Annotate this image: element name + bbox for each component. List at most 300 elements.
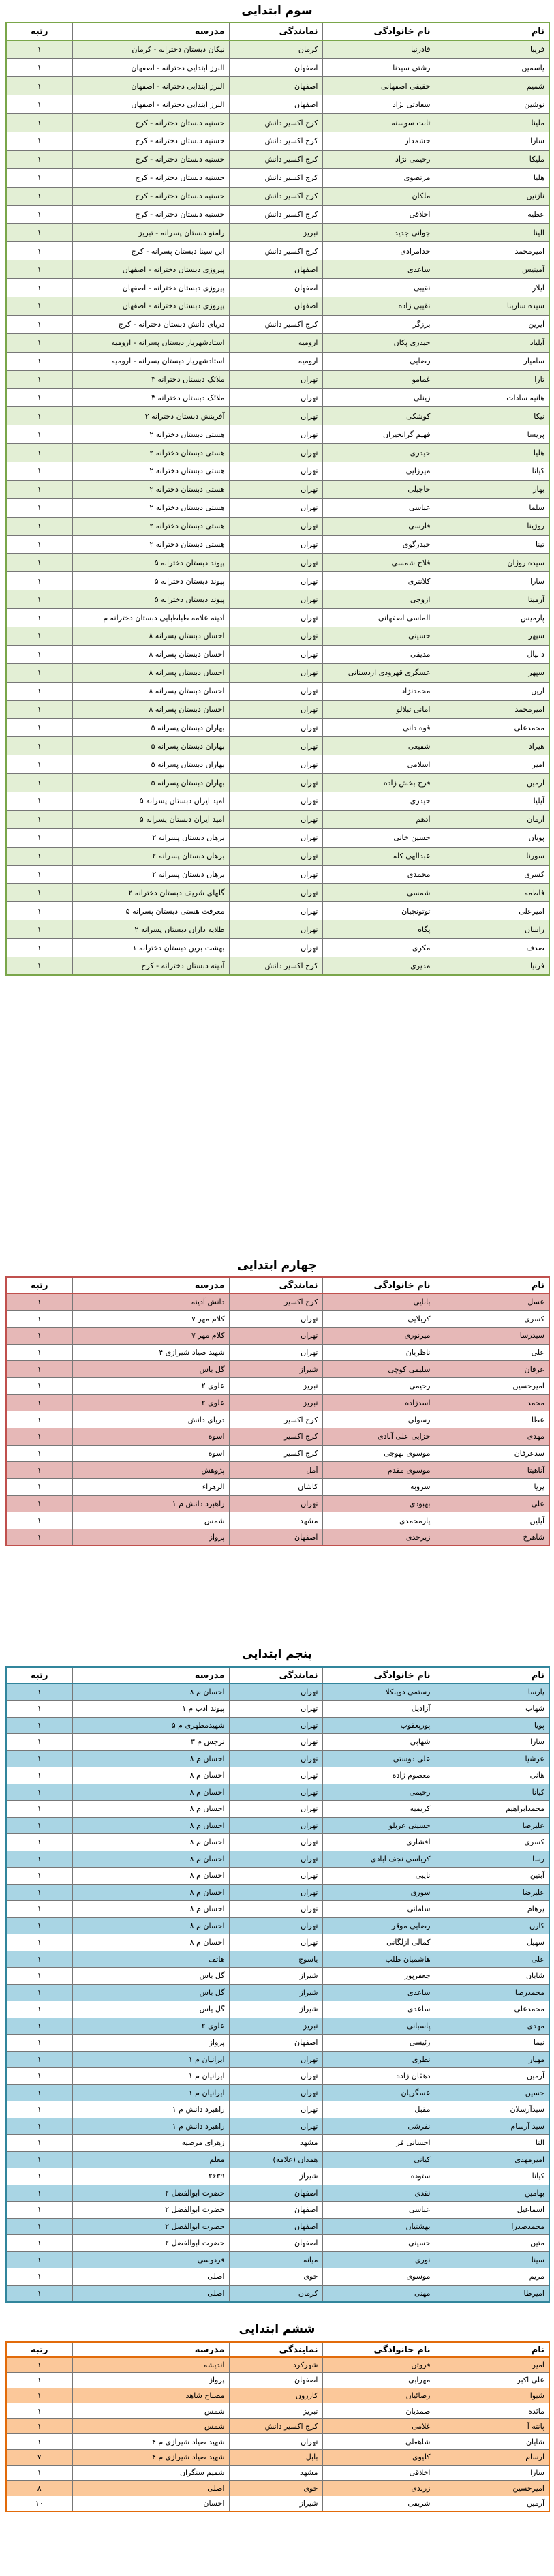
table-row [6,498,549,517]
cell-agency: کرج اکسیر دانش [229,205,322,224]
cell-name: سیدآرسلان [435,2101,549,2118]
cell-family: نفرشی [322,2118,435,2135]
cell-agency: اصفهان [229,2035,322,2052]
cell-agency: تهران [229,407,322,425]
cell-rank: ۱ [6,1701,72,1718]
cell-family: دهقان زاده [322,2068,435,2085]
cell-school: هاتف [72,1951,229,1968]
cell-rank: ۱ [6,168,72,187]
cell-family: موسوی نهوجی [322,1445,435,1462]
table-row [6,279,549,297]
table-row [6,2496,549,2511]
cell-name: محمدصدرا [435,2218,549,2235]
cell-name: سیده سارینا [435,297,549,315]
table-row [6,682,549,700]
cell-rank: ۱ [6,1784,72,1801]
cell-rank: ۱ [6,663,72,682]
cell-name: کسری [435,1311,549,1328]
table-row [6,1428,549,1446]
cell-school: اسوه [72,1445,229,1462]
table-row [6,939,549,957]
table-row [6,2235,549,2252]
table-row [6,2388,549,2403]
cell-school: علوی ۲ [72,2018,229,2035]
cell-school: راهبرد دانش م ۱ [72,2118,229,2135]
cell-name: سیدرسا [435,1327,549,1344]
cell-name: سارا [435,132,549,150]
cell-school: گل یاس [72,1984,229,2001]
cell-name: آرمین [435,774,549,792]
cell-rank: ۱ [6,242,72,260]
cell-name: محمدعلی [435,2001,549,2018]
cell-agency: شهرکرد [229,2357,322,2373]
cell-agency: تهران [229,2084,322,2101]
cell-agency: تهران [229,1784,322,1801]
cell-rank: ۱ [6,939,72,957]
cell-agency: تهران [229,1834,322,1851]
cell-rank: ۱ [6,1361,72,1378]
cell-name: شهاب [435,1701,549,1718]
cell-agency: تهران [229,2118,322,2135]
table-row [6,1344,549,1361]
cell-agency: تهران [229,1327,322,1344]
cell-school: علوی ۲ [72,1377,229,1394]
table-row [6,1683,549,1701]
cell-family: فهیم گرانخیزان [322,425,435,444]
cell-school: راهبرد دانش م ۱ [72,1495,229,1512]
cell-agency: تهران [229,389,322,407]
g3-table [5,22,550,976]
column-header-school: مدرسه [72,2342,229,2357]
cell-agency: اصفهان [229,2202,322,2219]
cell-family: نایبی [322,1868,435,1885]
cell-name: محمد [435,1394,549,1411]
cell-school: ۲۶۳۹ [72,2168,229,2185]
cell-agency: کازرون [229,2388,322,2403]
cell-rank: ۱ [6,224,72,242]
header-row [6,2342,549,2357]
table-row [6,535,549,554]
cell-school: پرواز [72,2035,229,2052]
cell-agency: یاسوج [229,1951,322,1968]
cell-name: آیلین [435,1512,549,1529]
table-row [6,352,549,370]
cell-rank: ۱ [6,1428,72,1446]
cell-name: هانیه سادات [435,389,549,407]
cell-school: هستی دبستان دخترانه ۲ [72,425,229,444]
table-row [6,627,549,646]
cell-family: رستمی دوینکلا [322,1683,435,1701]
cell-school: شمس [72,2418,229,2434]
cell-agency: همدان (علامه) [229,2151,322,2168]
cell-school: هستی دبستان دخترانه ۲ [72,462,229,480]
cell-family: نقیبی [322,279,435,297]
cell-family: ثابت سوسنه [322,114,435,132]
cell-family: عباسی [322,2202,435,2219]
cell-agency: اصفهان [229,2218,322,2235]
cell-rank: ۱ [6,774,72,792]
cell-family: ساعدی [322,2001,435,2018]
cell-rank: ۱ [6,425,72,444]
cell-school: معلم [72,2151,229,2168]
cell-family: فروتن [322,2357,435,2373]
table-row [6,1495,549,1512]
cell-school: بهاران دبستان پسرانه ۵ [72,774,229,792]
cell-name: پویان [435,828,549,847]
grade3-title: سوم ابتدایی [241,4,313,18]
cell-rank: ۱ [6,389,72,407]
cell-family: خزایی علی آبادی [322,1428,435,1446]
table-row [6,1884,549,1901]
cell-rank: ۱ [6,95,72,114]
cell-family: علی دوستی [322,1750,435,1767]
cell-name: امیرمحمد [435,700,549,719]
cell-family: مکری [322,939,435,957]
cell-family: کربلایی [322,1311,435,1328]
cell-name: هلیا [435,444,549,462]
cell-family: خدامرادی [322,242,435,260]
cell-name: محمدرضا [435,1984,549,2001]
table-row [6,572,549,590]
table-row [6,2481,549,2496]
cell-agency: کرمان [229,40,322,59]
table-row [6,224,549,242]
cell-family: پورپعقوب [322,1717,435,1734]
cell-family: رحیمی نژاد [322,150,435,168]
cell-agency: خوی [229,2481,322,2496]
cell-family: رشتی سیدنا [322,59,435,77]
cell-school: احسان م ۸ [72,1767,229,1784]
cell-family: رئیسی [322,2035,435,2052]
cell-agency: تبریز [229,224,322,242]
table-row [6,59,549,77]
table-row [6,2035,549,2052]
cell-school: ملائک دبستان دخترانه ۳ [72,370,229,389]
table-row [6,2465,549,2481]
cell-family: قادرنیا [322,40,435,59]
cell-family: جعفرپور [322,1968,435,1985]
cell-agency: تهران [229,1311,322,1328]
table-row [6,1311,549,1328]
cell-agency: تهران [229,1683,322,1701]
cell-rank: ۱ [6,279,72,297]
cell-rank: ۱ [6,1327,72,1344]
cell-agency: تهران [229,737,322,755]
table-row [6,242,549,260]
table-row [6,2450,549,2466]
table-row [6,884,549,902]
grade5-title: پنجم ابتدایی [241,1647,313,1661]
cell-rank: ۱ [6,1293,72,1311]
cell-school: احسان م ۸ [72,1851,229,1868]
cell-agency: تهران [229,517,322,535]
table-row [6,2068,549,2085]
cell-rank: ۱ [6,590,72,609]
table-row [6,1377,549,1394]
cell-family: احسانی فر [322,2135,435,2152]
cell-agency: اصفهان [229,279,322,297]
cell-rank: ۱ [6,444,72,462]
grade6-title: ششم ابتدایی [238,2322,316,2336]
cell-school: احسان م ۸ [72,1884,229,1901]
cell-family: ساعدی [322,260,435,279]
table-row [6,407,549,425]
cell-agency: ارومیه [229,333,322,352]
cell-rank: ۱ [6,1934,72,1951]
column-header-rank: رتبه [6,1277,72,1293]
cell-agency: تهران [229,774,322,792]
cell-family: ساعدی [322,1984,435,2001]
cell-agency: تهران [229,682,322,700]
cell-rank: ۱ [6,2068,72,2085]
cell-family: حیدری [322,792,435,811]
cell-agency: تهران [229,1495,322,1512]
cell-family: کلیوی [322,2450,435,2466]
cell-agency: کرمان [229,2285,322,2302]
cell-name: تینا [435,535,549,554]
cell-rank: ۱ [6,498,72,517]
cell-name: مهدی [435,2018,549,2035]
table-row [6,2168,549,2185]
table-row [6,774,549,792]
cell-family: میرزایی [322,462,435,480]
cell-school: گلهای شریف دبستان دخترانه ۲ [72,884,229,902]
cell-rank: ۸ [6,2481,72,2496]
cell-agency: تهران [229,2434,322,2450]
cell-agency: کرج اکسیر دانش [229,168,322,187]
cell-name: نازنین [435,187,549,205]
cell-family: کلانتری [322,572,435,590]
cell-family: نقدی [322,2185,435,2202]
cell-school: اندیشه [72,2357,229,2373]
cell-rank: ۱ [6,59,72,77]
grade4-section [0,1255,554,1542]
cell-rank: ۱ [6,1411,72,1428]
cell-name: عطا [435,1411,549,1428]
cell-name: دانیال [435,645,549,663]
cell-rank: ۱ [6,2388,72,2403]
cell-rank: ۱ [6,1834,72,1851]
cell-rank: ۱ [6,1683,72,1701]
cell-family: مدیقی [322,645,435,663]
cell-name: بهار [435,480,549,498]
grade3-section [0,0,554,971]
cell-name: آرمان [435,810,549,828]
cell-name: آیلیا [435,792,549,811]
cell-family: کریمیه [322,1801,435,1818]
cell-school: شهید صیاد شیرازی ۴ [72,1344,229,1361]
cell-rank: ۱ [6,737,72,755]
table-row [6,737,549,755]
cell-family: غلامی [322,2418,435,2434]
cell-school: احسان م ۸ [72,1750,229,1767]
cell-school: پیوند دبستان دخترانه ۵ [72,554,229,572]
table-row [6,2202,549,2219]
cell-family: رحیمی [322,1784,435,1801]
cell-school: البرز ابتدایی دخترانه - اصفهان [72,77,229,95]
cell-rank: ۱ [6,2235,72,2252]
grade6-section [0,2318,554,2508]
table-row [6,315,549,333]
cell-school: احسان دبستان پسرانه ۸ [72,663,229,682]
cell-name: شیوا [435,2388,549,2403]
cell-school: کلام مهر ۷ [72,1327,229,1344]
cell-name: فریبا [435,40,549,59]
cell-family: یارمحمدی [322,1512,435,1529]
cell-agency: تهران [229,920,322,939]
cell-agency: تهران [229,2051,322,2068]
cell-school: بهشت برین دبستان دخترانه ۱ [72,939,229,957]
cell-school: پرواز [72,2373,229,2388]
cell-school: ابن سینا دبستان پسرانه - کرج [72,242,229,260]
cell-name: هیراد [435,737,549,755]
cell-family: ادهم [322,810,435,828]
cell-rank: ۱ [6,865,72,884]
cell-name: علیرضا [435,1884,549,1901]
table-row [6,2285,549,2302]
cell-rank: ۱ [6,535,72,554]
cell-agency: تبریز [229,2018,322,2035]
table-row [6,132,549,150]
cell-name: کسری [435,865,549,884]
cell-school: شهیدمطهری م ۵ [72,1717,229,1734]
cell-rank: ۱ [6,2357,72,2373]
cell-name: التا [435,2135,549,2152]
cell-name: الینا [435,224,549,242]
cell-family: رحیمی [322,1377,435,1394]
cell-family: هاشمیان طلب [322,1951,435,1968]
cell-rank: ۱ [6,902,72,920]
cell-name: امیرمحمد [435,242,549,260]
cell-name: مهیار [435,2051,549,2068]
cell-agency: شیراز [229,2168,322,2185]
table-row [6,150,549,168]
cell-name: سارا [435,2465,549,2481]
table-row [6,1834,549,1851]
cell-school: راهبرد دانش م ۱ [72,2101,229,2118]
cell-school: شمیم سنگران [72,2465,229,2481]
cell-agency: تهران [229,498,322,517]
cell-school: هستی دبستان دخترانه ۲ [72,535,229,554]
column-header-name: نام [435,1667,549,1683]
cell-agency: اصفهان [229,2185,322,2202]
cell-agency: تهران [229,828,322,847]
cell-name: سارا [435,1734,549,1751]
cell-name: آیلیاد [435,333,549,352]
cell-school: ملائک دبستان دخترانه ۳ [72,389,229,407]
cell-name: سهیل [435,1934,549,1951]
cell-rank: ۱ [6,1817,72,1834]
cell-agency: مشهد [229,2465,322,2481]
cell-rank: ۱ [6,884,72,902]
cell-name: یاسمین [435,59,549,77]
cell-family: حیدری [322,444,435,462]
cell-rank: ۱ [6,1479,72,1496]
cell-school: ایرانیان م ۱ [72,2068,229,2085]
table-row [6,755,549,774]
cell-rank: ۱ [6,77,72,95]
cell-name: فاطمه [435,884,549,902]
cell-family: فارسی [322,517,435,535]
cell-agency: کرج اکسیر دانش [229,957,322,976]
table-row [6,1327,549,1344]
cell-name: سپهر [435,663,549,682]
cell-rank: ۱ [6,1767,72,1784]
cell-school: ایرانیان م ۱ [72,2084,229,2101]
cell-family: شهابی [322,1734,435,1751]
cell-name: علی [435,1344,549,1361]
cell-rank: ۱ [6,1529,72,1546]
cell-rank: ۱ [6,297,72,315]
g4-table [5,1276,550,1546]
cell-school: مصباح شاهد [72,2388,229,2403]
cell-school: گل یاس [72,1361,229,1378]
cell-rank: ۱ [6,920,72,939]
cell-agency: تهران [229,609,322,627]
cell-school: آدینه علامه طباطبایی دبستان دخترانه م [72,609,229,627]
cell-rank: ۱ [6,1717,72,1734]
table-row [6,2403,549,2419]
column-header-family: نام خانوادگی [322,2342,435,2357]
cell-family: رسولی [322,1411,435,1428]
cell-agency: اصفهان [229,260,322,279]
table-row [6,2434,549,2450]
cell-agency: تهران [229,572,322,590]
cell-rank: ۱ [6,2051,72,2068]
cell-agency: تهران [229,810,322,828]
column-header-name: نام [435,23,549,40]
cell-rank: ۱ [6,1968,72,1985]
table-row [6,168,549,187]
cell-rank: ۱ [6,187,72,205]
cell-name: پارمیس [435,609,549,627]
cell-family: فرح بخش زاده [322,774,435,792]
cell-family: حسین خانی [322,828,435,847]
cell-name: آناهیتا [435,1462,549,1479]
cell-school: پیروزی دبستان دخترانه - اصفهان [72,297,229,315]
cell-rank: ۱ [6,1495,72,1512]
table-row [6,1951,549,1968]
cell-rank: ۱ [6,2185,72,2202]
cell-family: موسوی مقدم [322,1462,435,1479]
cell-school: بهاران دبستان پسرانه ۵ [72,737,229,755]
cell-family: اسدزاده [322,1394,435,1411]
cell-rank: ۱ [6,2285,72,2302]
cell-school: پیوند دبستان دخترانه ۵ [72,590,229,609]
cell-agency: اصفهان [229,1529,322,1546]
cell-family: معصوم زاده [322,1767,435,1784]
table-row [6,2151,549,2168]
cell-school: احسان م ۸ [72,1868,229,1885]
cell-school: بهاران دبستان پسرانه ۵ [72,719,229,737]
table-row [6,2101,549,2118]
cell-family: رضایی [322,352,435,370]
cell-agency: تهران [229,1901,322,1918]
cell-rank: ۱ [6,792,72,811]
cell-school: هستی دبستان دخترانه ۲ [72,517,229,535]
table-row [6,828,549,847]
column-header-rank: رتبه [6,2342,72,2357]
cell-family: میرنوری [322,1327,435,1344]
column-header-family: نام خانوادگی [322,1667,435,1683]
cell-family: محمدنژاد [322,682,435,700]
cell-agency: کرج اکسیر [229,1445,322,1462]
cell-rank: ۱ [6,1750,72,1767]
cell-name: سامیار [435,352,549,370]
cell-family: نقیبی زاده [322,297,435,315]
cell-agency: تبریز [229,2403,322,2419]
cell-agency: تهران [229,1767,322,1784]
